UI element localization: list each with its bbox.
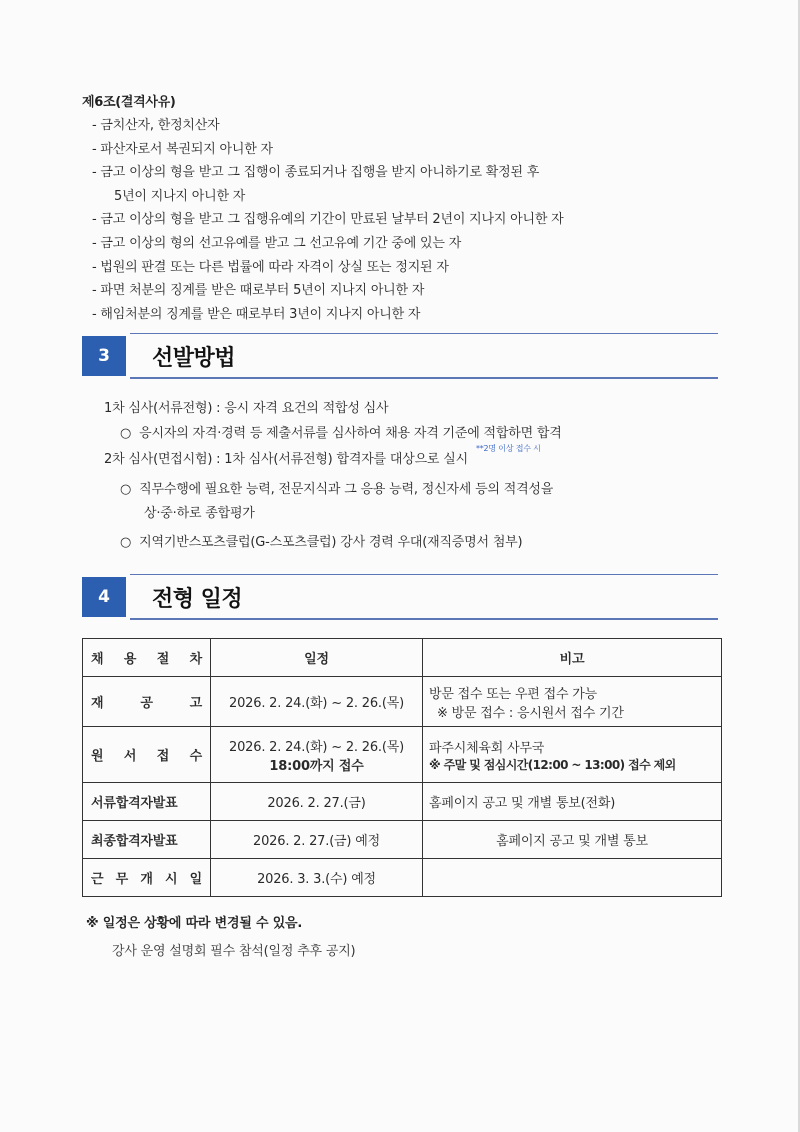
first-round-detail: [120, 422, 562, 441]
table-header-row: [83, 639, 722, 677]
step-cell: 근 무 개 시 일: [83, 859, 211, 897]
step-cell: 서류합격자발표: [83, 783, 211, 821]
header-date: 일정: [211, 639, 423, 677]
step-cell: 최종합격자발표: [83, 821, 211, 859]
list-item: - 금고 이상의 형의 선고유예를 받고 그 선고유예 기간 중에 있는 자: [92, 235, 462, 251]
date-cell: 2026. 3. 3.(수) 예정: [211, 859, 423, 897]
second-round-detail-1b: 상·중·하로 종합평가: [144, 506, 255, 521]
section-rule-bottom: [130, 377, 718, 379]
section-3-header: [82, 333, 718, 379]
first-round-detail-text: 응시자의 자격·경력 등 제출서류를 심사하여 채용 자격 기준에 적합하면 합격: [139, 426, 562, 441]
schedule-table: [82, 638, 722, 897]
date-cell: 2026. 2. 27.(금) 예정: [211, 821, 423, 859]
circle-bullet-icon: ○: [120, 482, 132, 497]
date-cell: 2026. 2. 27.(금): [211, 783, 423, 821]
table-row: [83, 677, 722, 727]
second-round-text: 2차 심사(면접시험) : 1차 심사(서류전형) 합격자를 대상으로 실시: [104, 452, 468, 467]
article-6-title: 제6조(결격사유): [82, 95, 176, 110]
date-line: 2026. 2. 24.(화) ~ 2. 26.(목): [229, 739, 404, 755]
note-cell: [423, 727, 722, 783]
list-item: - 해임처분의 징계를 받은 때로부터 3년이 지나지 아니한 자: [92, 306, 421, 322]
date-cell: 2026. 2. 24.(화) ~ 2. 26.(목): [211, 677, 423, 727]
second-round-detail-2-text: 지역기반스포츠클럽(G-스포츠클럽) 강사 경력 우대(재직증명서 첨부): [139, 535, 523, 550]
table-row: [83, 859, 722, 897]
table-row: [83, 727, 722, 783]
circle-bullet-icon: ○: [120, 426, 132, 441]
note-cell: 홈페이지 공고 및 개별 통보: [423, 821, 722, 859]
disqualification-list: [92, 114, 732, 326]
second-round-detail-2: [120, 531, 522, 550]
section-rule-bottom: [130, 618, 718, 620]
second-round: [104, 444, 541, 467]
section-title: 전형 일정: [152, 587, 243, 612]
list-item: - 금고 이상의 형을 받고 그 집행유예의 기간이 만료된 날부터 2년이 지나지 아니한 자: [92, 212, 564, 228]
step-cell: 재 공 고: [83, 677, 211, 727]
list-item: - 파면 처분의 징계를 받은 때로부터 5년이 지나지 아니한 자: [92, 283, 425, 299]
section-4-header: [82, 574, 718, 620]
schedule-footnote: ※ 일정은 상황에 따라 변경될 수 있음.: [86, 916, 303, 931]
list-item: - 법원의 판결 또는 다른 법률에 따라 자격이 상실 또는 정지된 자: [92, 259, 449, 275]
note-cell: 홈페이지 공고 및 개별 통보(전화): [423, 783, 722, 821]
list-item-continuation-text: 5년이 지나지 아니한 자: [114, 188, 246, 204]
section-number-badge: 3: [82, 336, 126, 376]
section-title: 선발방법: [152, 346, 236, 371]
second-round-detail-1a-text: 직무수행에 필요한 능력, 전문지식과 그 응용 능력, 정신자세 등의 적격성을: [139, 482, 554, 497]
note-line: 방문 접수 또는 우편 접수 가능: [429, 686, 597, 702]
date-cell: [211, 727, 423, 783]
note-line: 파주시체육회 사무국: [429, 740, 545, 756]
header-step: 채 용 절 차: [83, 639, 211, 677]
note-line-2: ※ 방문 접수 : 응시원서 접수 기간: [437, 705, 624, 721]
section-rule-top: [130, 574, 718, 575]
date-line-2: 18:00까지 접수: [269, 758, 364, 774]
table-row: [83, 783, 722, 821]
note-cell: [423, 859, 722, 897]
note-cell: [423, 677, 722, 727]
circle-bullet-icon: ○: [120, 535, 132, 550]
table-row: [83, 821, 722, 859]
step-cell: 원 서 접 수: [83, 727, 211, 783]
note-line-2: ※ 주말 및 점심시간(12:00 ~ 13:00) 접수 제외: [429, 757, 676, 772]
briefing-note: 강사 운영 설명회 필수 참석(일정 추후 공지): [112, 944, 356, 959]
section-rule-top: [130, 333, 718, 334]
list-item-continuation: [92, 185, 732, 209]
first-round-text: 1차 심사(서류전형) : 응시 자격 요건의 적합성 심사: [104, 401, 389, 416]
second-round-note: **2명 이상 접수 시: [475, 444, 541, 453]
second-round-detail-1: [120, 478, 553, 497]
list-item: - 금치산자, 한정치산자: [92, 118, 220, 133]
section-number-badge: 4: [82, 577, 126, 617]
header-note: 비고: [423, 639, 722, 677]
list-item: - 금고 이상의 형을 받고 그 집행이 종료되거나 집행을 받지 아니하기로 확정된 후: [92, 165, 540, 181]
list-item: - 파산자로서 복권되지 아니한 자: [92, 141, 273, 157]
